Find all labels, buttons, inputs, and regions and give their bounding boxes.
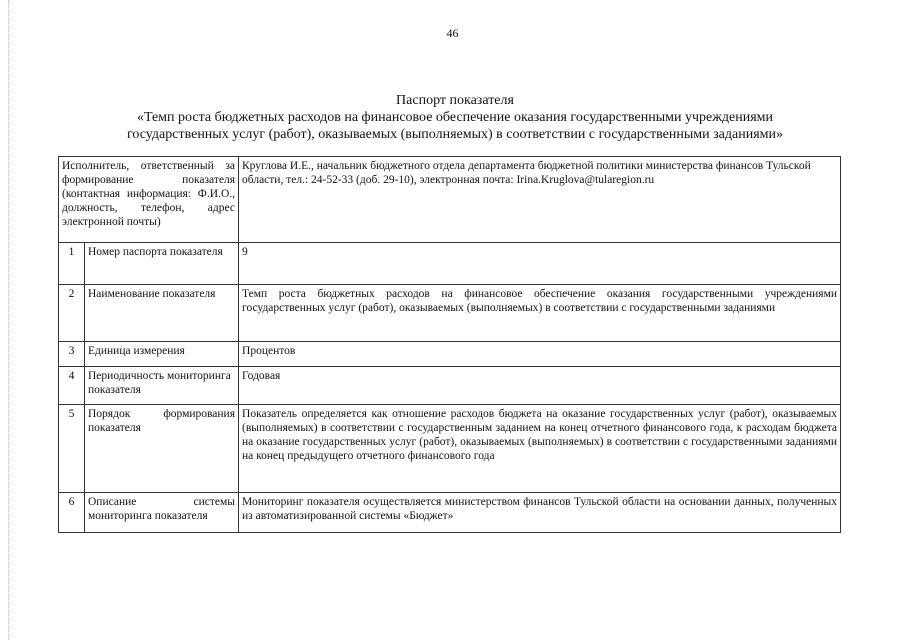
row-value: Показатель определяется как отношение расходов бюджета на оказание государственных услуг (работ), оказываемых (выполняемых) в соответствии с государственным заданием на конец отчетного финансового года, к расходам бюджета на оказание государственных услуг (работ), оказываемых (выполняемых) в соответствии с государственными заданиями на конец предыдущего отчетного финансового года	[239, 405, 841, 493]
passport-table	[58, 156, 841, 533]
row-number: 2	[59, 285, 85, 342]
row-number: 4	[59, 367, 85, 405]
table-row	[59, 342, 841, 367]
row-value: Годовая	[239, 367, 841, 405]
row-number: 5	[59, 405, 85, 493]
row-label: Периодичность мониторинга показателя	[85, 367, 239, 405]
table-row	[59, 405, 841, 493]
left-margin-dots	[8, 0, 10, 640]
row-value: Процентов	[239, 342, 841, 367]
title-line-1: Паспорт показателя	[396, 93, 514, 108]
table-row	[59, 367, 841, 405]
executor-value: Круглова И.Е., начальник бюджетного отдела департамента бюджетной политики министерства финансов Тульской области, тел.: 24-52-33 (доб. 29-10), электронная почта: Irina.Kruglova@tularegion.ru	[239, 157, 841, 243]
row-value: Мониторинг показателя осуществляется министерством финансов Тульской области на основании данных, полученных из автоматизированной системы «Бюджет»	[239, 493, 841, 533]
executor-label: Исполнитель, ответственный за формирование показателя (контактная информация: Ф.И.О., должность, телефон, адрес электронной почты)	[59, 157, 239, 243]
row-value: Темп роста бюджетных расходов на финансовое обеспечение оказания государственными учреждениями государственных услуг (работ), оказываемых (выполняемых) в соответствии с государственными заданиями	[239, 285, 841, 342]
title-line-3: государственных услуг (работ), оказываемых (выполняемых) в соответствии с государственными заданиями»	[127, 127, 783, 142]
page-number: 46	[446, 26, 459, 40]
title-line-2: «Темп роста бюджетных расходов на финансовое обеспечение оказания государственными учреждениями	[136, 110, 774, 125]
table-row	[59, 285, 841, 342]
row-label: Наименование показателя	[85, 285, 239, 342]
row-number: 1	[59, 243, 85, 285]
row-number: 6	[59, 493, 85, 533]
row-label: Номер паспорта показателя	[85, 243, 239, 285]
row-label: Единица измерения	[85, 342, 239, 367]
table-row	[59, 243, 841, 285]
executor-row	[59, 157, 841, 243]
document-title	[60, 92, 850, 143]
row-label: Порядок формирования показателя	[85, 405, 239, 493]
row-value: 9	[239, 243, 841, 285]
row-number: 3	[59, 342, 85, 367]
table-row	[59, 493, 841, 533]
row-label: Описание системы мониторинга показателя	[85, 493, 239, 533]
